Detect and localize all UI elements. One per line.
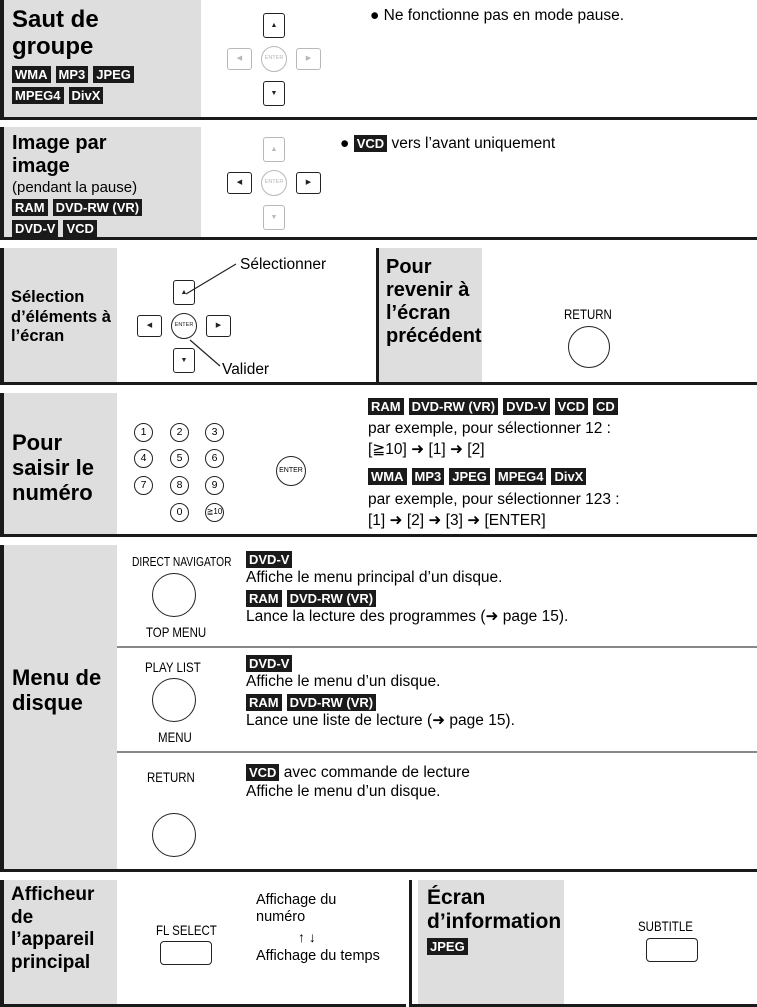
enter-key: ENTER — [276, 456, 306, 486]
key-5: 5 — [170, 449, 189, 468]
badge: WMA — [368, 468, 407, 485]
section-select-return — [0, 248, 757, 385]
badge: CD — [593, 398, 618, 415]
badge: VCD — [246, 764, 279, 781]
section-title: Sélection d’éléments à l’écran — [11, 288, 111, 345]
description — [246, 763, 470, 782]
down-key: ▼ — [263, 205, 285, 230]
badge: DVD-RW (VR) — [287, 694, 377, 711]
format-badges — [12, 66, 182, 104]
format-badges — [246, 694, 376, 711]
direction-pad — [218, 127, 330, 239]
validate-label: Valider — [222, 361, 270, 378]
key-2: 2 — [170, 423, 189, 442]
example-text: par exemple, pour sélectionner 12 : — [368, 420, 611, 437]
right-key: ▶ — [296, 48, 321, 70]
description: Affiche le menu d’un disque. — [246, 673, 441, 690]
badge: JPEG — [93, 66, 134, 83]
badge: DVD-RW (VR) — [287, 590, 377, 607]
top-menu-button-icon — [152, 573, 196, 617]
section-display-info — [0, 880, 757, 1007]
badge: DivX — [69, 87, 104, 104]
right-key: ▶ — [296, 172, 321, 194]
badge: VCD — [354, 135, 387, 152]
key-1: 1 — [134, 423, 153, 442]
badge: MPEG4 — [495, 468, 547, 485]
section-title: Afficheur de l’appareil principal — [11, 884, 95, 973]
badge: DVD-V — [246, 551, 292, 568]
key-8: 8 — [170, 476, 189, 495]
format-badges — [368, 398, 618, 415]
badge: JPEG — [449, 468, 490, 485]
key-6: 6 — [205, 449, 224, 468]
format-badges — [246, 590, 376, 607]
key-9: 9 — [205, 476, 224, 495]
badge: DVD-V — [503, 398, 549, 415]
badge: RAM — [368, 398, 404, 415]
format-badges — [368, 468, 586, 485]
button-label: RETURN — [147, 769, 195, 785]
return-button-icon — [568, 326, 610, 368]
section-disc-menu — [0, 545, 757, 872]
badge: DVD-RW (VR) — [53, 199, 143, 216]
badge: DVD-RW (VR) — [409, 398, 499, 415]
button-label: RETURN — [564, 306, 612, 322]
up-key: ▲ — [173, 280, 195, 305]
enter-key: ENTER — [171, 313, 197, 339]
example-keys: [1] ➜ [2] ➜ [3] ➜ [ENTER] — [368, 512, 546, 529]
section-title: Pour saisir le numéro — [12, 430, 94, 505]
section-number-entry — [0, 393, 757, 537]
badge: DVD-V — [12, 220, 58, 237]
description: Affiche le menu principal d’un disque. — [246, 569, 503, 586]
key-0: 0 — [170, 503, 189, 522]
section-title: Pour revenir à l’écran précédent — [386, 256, 482, 347]
description: Lance la lecture des programmes (➜ page 15). — [246, 608, 569, 625]
down-key: ▼ — [263, 81, 285, 106]
key-10: ≧10 — [205, 503, 224, 522]
badge: DivX — [551, 468, 586, 485]
down-key: ▼ — [173, 348, 195, 373]
select-label: Sélectionner — [240, 256, 327, 273]
button-label: DIRECT NAVIGATOR — [132, 555, 232, 569]
subtitle-button-icon — [646, 938, 698, 962]
play-list-button-icon — [152, 678, 196, 722]
direction-pad — [218, 3, 330, 115]
return-button-icon — [152, 813, 196, 857]
badge: VCD — [63, 220, 96, 237]
format-badges — [12, 199, 192, 237]
section-group-skip — [0, 0, 757, 120]
section-title: Écran d’information — [427, 886, 562, 933]
badge: VCD — [555, 398, 588, 415]
callout-lines — [180, 260, 260, 370]
badge: RAM — [246, 590, 282, 607]
left-key: ◀ — [227, 172, 252, 194]
key-4: 4 — [134, 449, 153, 468]
arrows: ↑ ↓ — [298, 929, 316, 945]
up-key: ▲ — [263, 137, 285, 162]
display-text: Affichage du numéro — [256, 892, 337, 925]
note-text: vers l’avant uniquement — [391, 135, 556, 152]
button-label: PLAY LIST — [145, 659, 201, 675]
section-frame-by-frame — [0, 127, 757, 240]
example-keys: [≧10] ➜ [1] ➜ [2] — [368, 441, 485, 458]
note — [340, 134, 555, 153]
right-key: ▶ — [206, 315, 231, 337]
description: Affiche le menu d’un disque. — [246, 783, 441, 800]
up-key: ▲ — [263, 13, 285, 38]
enter-key: ENTER — [261, 170, 287, 196]
section-title: Image par image — [12, 132, 107, 177]
badge: WMA — [12, 66, 51, 83]
badge: MPEG4 — [12, 87, 64, 104]
section-title: Saut de groupe — [12, 6, 99, 60]
badge: RAM — [246, 694, 282, 711]
badge: MP3 — [56, 66, 89, 83]
description: Lance une liste de lecture (➜ page 15). — [246, 712, 515, 729]
bullet: ● — [340, 135, 350, 152]
badge: DVD-V — [246, 655, 292, 672]
button-label: MENU — [158, 729, 192, 745]
key-7: 7 — [134, 476, 153, 495]
badge: JPEG — [427, 938, 468, 955]
fl-select-button-icon — [160, 941, 212, 965]
note: ● Ne fonctionne pas en mode pause. — [370, 7, 625, 24]
left-key: ◀ — [227, 48, 252, 70]
button-label: TOP MENU — [146, 624, 207, 640]
key-3: 3 — [205, 423, 224, 442]
display-text: Affichage du temps — [256, 948, 380, 964]
description-text: avec commande de lecture — [283, 764, 470, 781]
button-label: FL SELECT — [156, 922, 217, 938]
badge: RAM — [12, 199, 48, 216]
left-key: ◀ — [137, 315, 162, 337]
section-title: Menu de disque — [12, 665, 102, 715]
button-label: SUBTITLE — [638, 918, 693, 934]
enter-key: ENTER — [261, 46, 287, 72]
badge: MP3 — [412, 468, 445, 485]
subtitle: (pendant la pause) — [12, 179, 138, 196]
example-text: par exemple, pour sélectionner 123 : — [368, 491, 620, 508]
